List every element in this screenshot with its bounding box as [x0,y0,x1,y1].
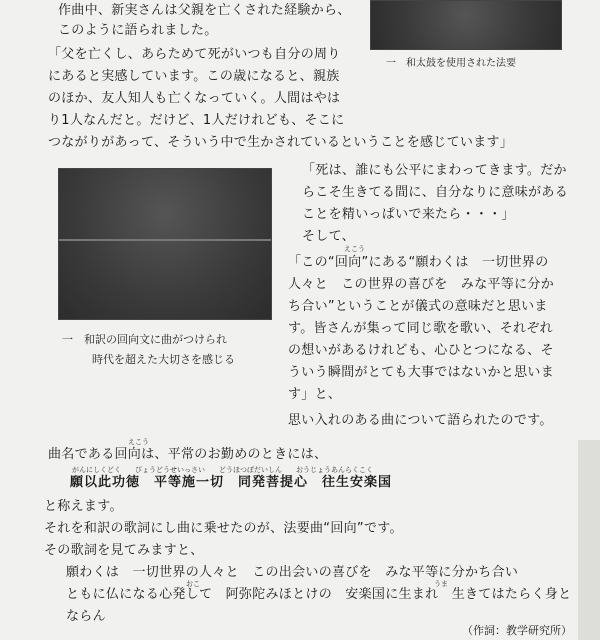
lyrics-credit: （作詞：教学研究所） [462,624,572,637]
ruby-ekou: えこう [344,245,365,253]
lyrics-line: ならん [66,609,106,624]
text-line: このように語られました。 [58,23,218,38]
text-line: のほか、友人知人も亡くなっていく。人間はやは [48,91,341,106]
ruby-sutra: がんにしくどく びょうどうせいっさい どうほつぼだいしん おうじょうあんらくこく [72,466,373,474]
lyrics-line: ともに仏になる心発して 阿弥陀みほとけの 安楽国に生まれ 生きてはたらく身と [66,587,572,602]
text-line: す」と、 [288,387,342,402]
ruby-umare: うま [434,580,448,588]
text-line: 作曲中、新実さんは父親を亡くされた経験から、 [58,3,351,18]
photo-caption-ekou-2: 時代を超えた大切さを感じる [92,353,235,366]
text-line: ういう瞬間がとても大事ではないかと思いま [288,365,555,380]
lyrics-line: 願わくは 一切世界の人々と この出会いの喜びを みな平等に分かち合い [66,565,519,580]
text-line: ち合い”ということが儀式の意味だと思いま [288,299,548,314]
text-line: 「この“回向”にある“願わくは 一切世界の [288,255,549,270]
ruby-ekou-2: えこう [128,438,149,446]
text-line: 「父を亡くし、あらためて死がいつも自分の周り [48,47,341,62]
text-line: 曲名である回向は、平常のお勤めのときには、 [48,447,328,462]
text-line: 「死は、誰にも公平にまわってきます。だか [302,163,567,178]
text-line: の想いがあるけれども、心ひとつになる、そ [288,343,554,358]
text-line: 思い入れのある曲について語られたのです。 [288,413,553,428]
ruby-okoshi: おこ [186,580,200,588]
text-line: 人々と この世界の喜びを みな平等に分か [288,277,555,292]
text-line: ことを精いっぱいで来たら・・・」 [302,207,515,222]
photo-taiko [370,0,562,50]
text-line: と称えます。 [44,499,123,514]
text-line: にあると実感しています。この歳になると、親族 [48,69,340,84]
text-line: そして、 [302,229,355,244]
text-line: り1人なんだと。だけど、1人だけれども、そこに [48,113,345,128]
photo-band [59,239,271,241]
photo-caption-ekou-1: 一 和訳の回向文に曲がつけられ [62,333,227,346]
page-edge-shadow [578,440,600,640]
text-line: らこそ生きてる間に、自分なりに意味がある [302,185,569,200]
photo-caption-taiko: 一 和太鼓を使用された法要 [386,58,516,69]
text-line: す。皆さんが集って同じ歌を歌い、それぞれ [288,321,553,336]
photo-ekou [58,168,272,320]
sutra-line: 願以此功徳 平等施一切 同発菩提心 往生安楽国 [70,475,393,490]
text-line: それを和訳の歌詞にし曲に乗せたのが、法要曲“回向”です。 [44,521,403,536]
text-line: その歌詞を見てみますと、 [44,543,204,558]
text-line: つながりがあって、そういう中で生かされているということを感じています」 [48,135,514,150]
